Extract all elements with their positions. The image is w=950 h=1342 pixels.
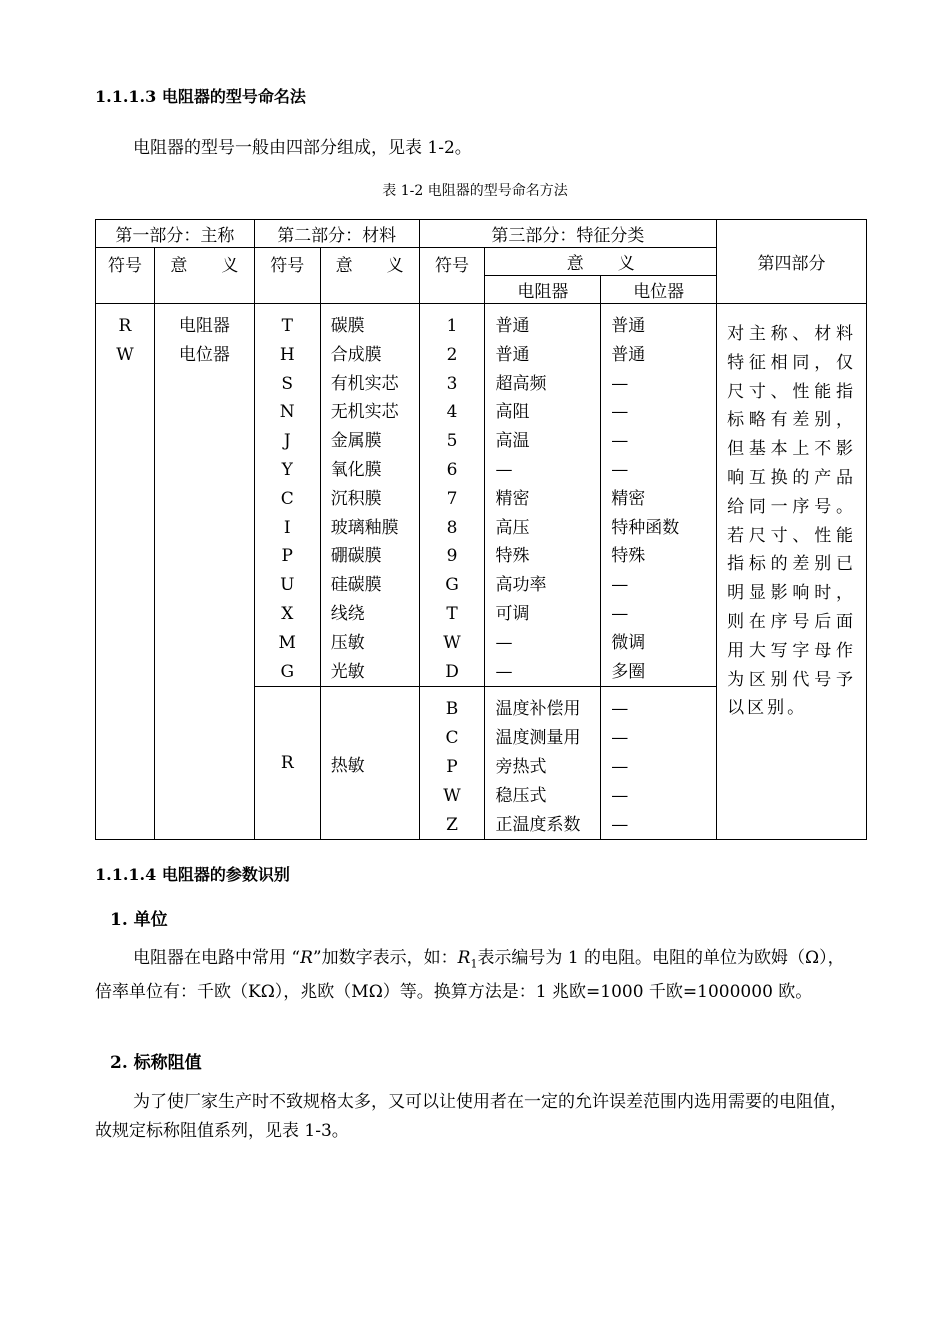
table-cell-item: H (279, 344, 295, 365)
header-meaning: 意 义 (154, 248, 254, 304)
table-cell-item: — (611, 814, 629, 835)
table-cell-item: 正温度系数 (495, 814, 581, 835)
table-cell-item: 普通 (495, 316, 530, 336)
table-cell-item: 微调 (611, 632, 646, 653)
table-cell-item: 普通 (495, 344, 530, 365)
header-meaning: 意 义 (320, 248, 419, 304)
subheading-nominal-resistance: 2. 标称阻值 (110, 1053, 202, 1073)
table-cell-item: 电阻器 (178, 316, 230, 336)
section-heading-1-1-1-3: 1.1.1.3 电阻器的型号命名法 (95, 87, 306, 106)
table-cell-item: Y (281, 459, 293, 480)
table-cell-item: 7 (446, 488, 458, 509)
table-cell-item: — (611, 603, 629, 624)
table-cell-item: 电位器 (178, 344, 230, 365)
table-cell-item: 2 (446, 344, 458, 365)
table-cell-item: W (116, 344, 134, 365)
header-potentiometer: 电位器 (601, 276, 717, 304)
table-cell-item: 金属膜 (330, 431, 382, 452)
table-cell-item: 多圈 (611, 661, 646, 682)
thermistor-potentiometer-meanings (601, 687, 717, 840)
table-cell-item: 3 (446, 373, 458, 394)
thermistor-meaning: 热敏 (320, 687, 419, 840)
table-cell-item: 无机实芯 (330, 402, 399, 423)
table-cell-item: 4 (446, 402, 458, 423)
table-cell-item: 稳压式 (495, 785, 547, 806)
table-cell-item: 硅碳膜 (330, 575, 382, 596)
table-cell-item: — (495, 632, 513, 653)
header-part1: 第一部分：主称 (96, 220, 255, 248)
table-cell-item: 旁热式 (495, 756, 547, 777)
part2-symbols (254, 304, 320, 687)
table-caption: 表 1-2 电阻器的型号命名方法 (382, 183, 568, 199)
table-cell-item: 高压 (495, 517, 530, 538)
table-cell-item: N (279, 402, 295, 423)
table-cell-item: D (445, 661, 459, 682)
table-cell-item: — (611, 728, 629, 749)
table-cell-item: — (611, 575, 629, 596)
nominal-resistance-paragraph: 为了使厂家生产时不致规格太多，又可以让使用者在一定的允许误差范围内选用需要的电阻值，故规定标称阻值系列，见表 1-3。 (95, 1092, 847, 1141)
table-cell-item: T (281, 316, 293, 336)
table-cell-item: 特殊 (611, 546, 646, 567)
header-symbol: 符号 (96, 248, 155, 304)
table-cell-item: 高温 (495, 431, 530, 452)
thermistor-symbol: R (254, 687, 320, 840)
resistor-model-naming-table (95, 219, 867, 840)
subheading-unit: 1. 单位 (110, 910, 168, 930)
header-meaning: 意 义 (485, 248, 717, 276)
part1-symbols (96, 304, 155, 840)
table-cell-item: W (443, 785, 461, 806)
table-cell-item: S (281, 373, 294, 394)
part1-meanings (154, 304, 254, 840)
table-cell-item: 精密 (495, 488, 530, 509)
header-symbol: 符号 (419, 248, 485, 304)
table-cell-item: 压敏 (330, 632, 365, 653)
section-heading-1-1-1-4: 1.1.1.4 电阻器的参数识别 (95, 865, 290, 884)
intro-paragraph: 电阻器的型号一般由四部分组成，见表 1-2。 (133, 138, 472, 158)
header-symbol: 符号 (254, 248, 320, 304)
part3-symbols (419, 304, 485, 687)
table-cell-item: G (445, 575, 459, 596)
table-cell-item: 超高频 (495, 373, 547, 394)
table-cell-item: 精密 (611, 488, 646, 509)
table-cell-item: C (280, 488, 294, 509)
header-part4: 第四部分 (717, 220, 867, 304)
table-cell-item: — (611, 699, 629, 720)
table-cell-item: 8 (446, 517, 458, 538)
table-cell-item: P (446, 756, 458, 777)
part3-potentiometer-meanings (601, 304, 717, 687)
table-cell-item: B (445, 699, 459, 720)
table-cell-item: P (281, 546, 293, 567)
table-cell-item: — (611, 402, 629, 423)
table-cell-item: 9 (446, 546, 458, 567)
table-cell-item: U (280, 575, 295, 596)
table-cell-item: — (495, 661, 513, 682)
table-cell-item: 氧化膜 (330, 459, 382, 480)
table-cell-item: — (611, 373, 629, 394)
table-cell-item: I (283, 517, 291, 538)
table-cell-item: 可调 (495, 603, 530, 624)
table-cell-item: G (280, 661, 295, 682)
table-cell-item: 沉积膜 (330, 488, 382, 509)
table-cell-item: — (495, 459, 513, 480)
table-cell-item: 线绕 (330, 603, 365, 624)
table-cell-item: 6 (446, 459, 458, 480)
table-cell-item: 高阻 (495, 402, 530, 423)
table-cell-item: 碳膜 (330, 316, 365, 336)
table-cell-item: 有机实芯 (330, 373, 399, 394)
table-cell-item: — (611, 459, 629, 480)
table-cell-item: 温度补偿用 (495, 699, 581, 720)
table-cell-item: — (611, 431, 629, 452)
table-cell-item: 特殊 (495, 546, 530, 567)
table-cell-item: 特种函数 (611, 517, 680, 538)
header-part3: 第三部分：特征分类 (419, 220, 717, 248)
table-cell-item: 温度测量用 (495, 728, 581, 749)
thermistor-feature-symbols (419, 687, 485, 840)
table-cell-item: 玻璃釉膜 (330, 517, 399, 538)
header-part2: 第二部分：材料 (254, 220, 419, 248)
table-cell-item: 合成膜 (330, 344, 382, 365)
table-cell-item: R (118, 316, 132, 336)
table-cell-item: C (445, 728, 459, 749)
table-cell-item: 高功率 (495, 575, 547, 596)
table-cell-item: 光敏 (330, 661, 365, 682)
table-cell-item: — (611, 785, 629, 806)
table-cell-item: 硼碳膜 (330, 546, 382, 567)
table-cell-item: J (283, 431, 291, 452)
table-cell-item: 5 (446, 431, 458, 452)
part3-resistor-meanings (485, 304, 601, 687)
thermistor-resistor-meanings (485, 687, 601, 840)
table-cell-item: 普通 (611, 316, 646, 336)
part2-meanings (320, 304, 419, 687)
part4-description: 对主称、材料特征相同，仅尺寸、性能指标略有差别，但基本上不影响互换的产品给同一序号。若尺寸、性能指标的差别已明显影响时，则在序号后面用大写字母作为区别代号予以区别。 (717, 304, 867, 840)
table-cell-item: X (281, 603, 294, 624)
table-cell-item: T (446, 603, 458, 624)
table-cell-item: W (443, 632, 461, 653)
header-resistor: 电阻器 (485, 276, 601, 304)
table-cell-item: 普通 (611, 344, 646, 365)
table-cell-item: M (278, 632, 296, 653)
unit-paragraph: 电阻器在电路中常用 “R”加数字表示，如：$R_1$表示编号为 1 的电阻。电阻的单位为欧姆（Ω），倍率单位有：千欧（KΩ），兆欧（MΩ）等。换算方法是：1 兆欧=1000 千欧=1000000 欧。 (95, 948, 845, 1003)
table-cell-item: — (611, 756, 629, 777)
table-cell-item: Z (446, 814, 458, 835)
table-cell-item: 1 (446, 316, 458, 336)
